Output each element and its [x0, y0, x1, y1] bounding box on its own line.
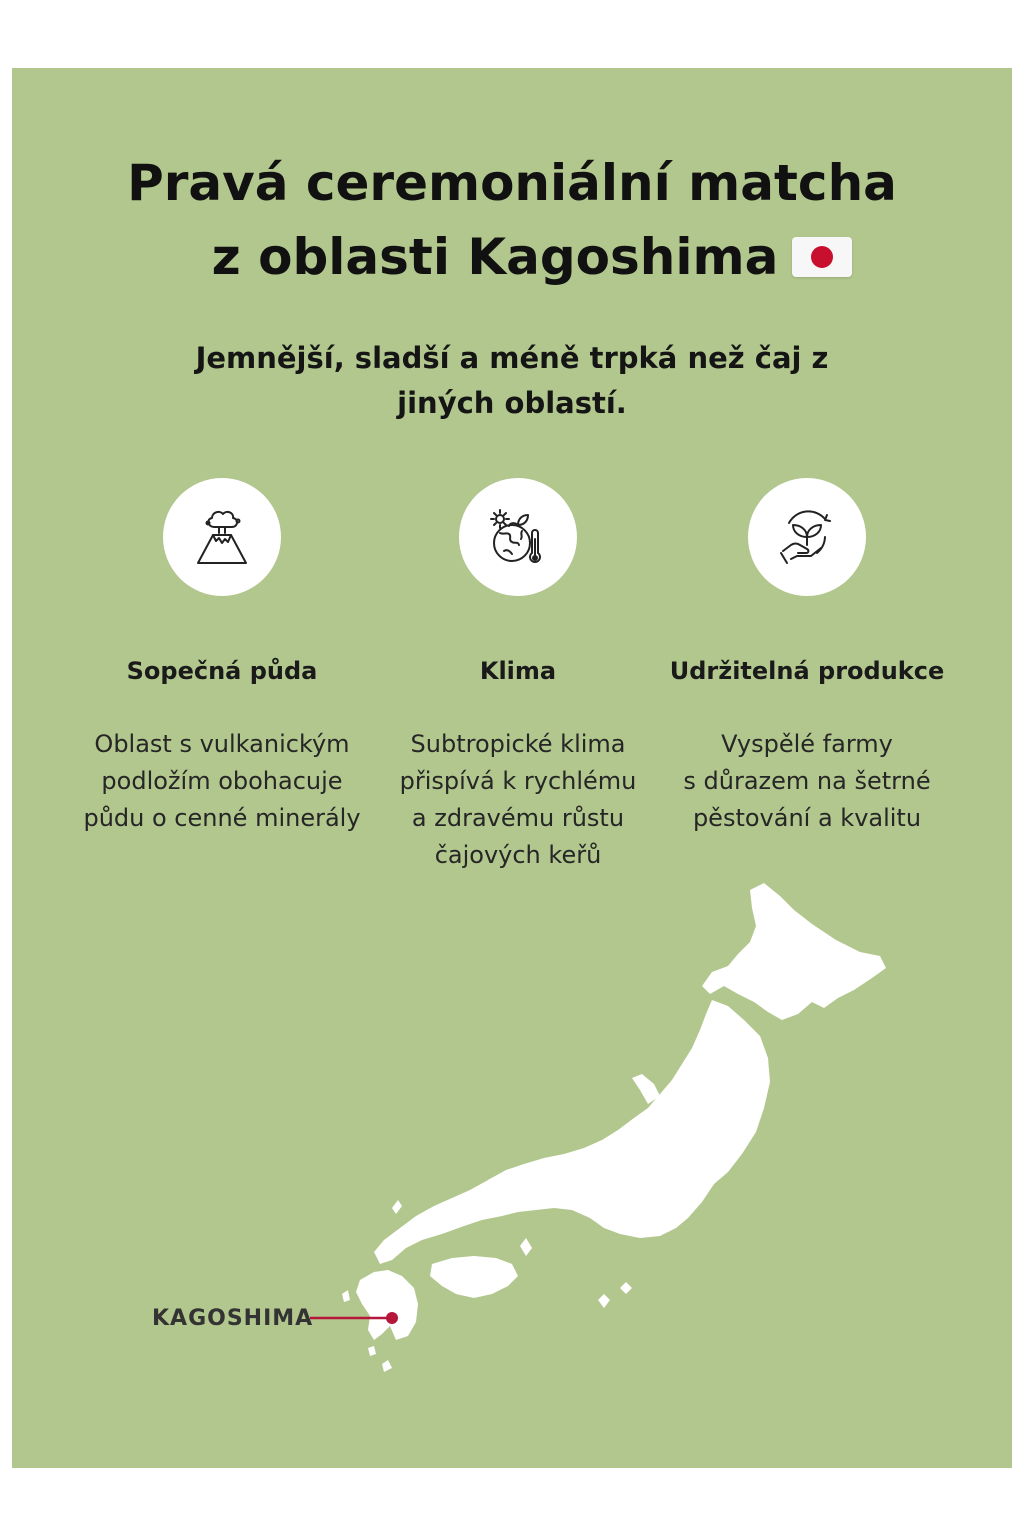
kagoshima-label: KAGOSHIMA [152, 1306, 314, 1331]
honshu-island [374, 1000, 770, 1264]
hokkaido-island [702, 883, 886, 1020]
feature-text: Subtropické klima přispívá k rychlému a zdravému růstu čajových keřů [399, 730, 637, 869]
small-island [620, 1282, 632, 1294]
small-island [598, 1294, 610, 1308]
kagoshima-marker [386, 1312, 398, 1324]
info-panel [12, 68, 1012, 1468]
title-line-2-text: z oblasti Kagoshima [211, 228, 779, 286]
feature-title: Udržitelná produkce [669, 657, 945, 685]
title-line-1: Pravá ceremoniální matcha [127, 154, 897, 212]
japan-map [12, 68, 1012, 1468]
feature-title: Sopečná půda [126, 657, 318, 685]
small-island [520, 1238, 532, 1256]
small-island [342, 1290, 350, 1302]
feature-title: Klima [479, 657, 557, 685]
small-island [392, 1200, 402, 1214]
shikoku-island [430, 1256, 518, 1298]
feature-text: Oblast s vulkanickým podložím obohacuje půdu o cenné minerály [83, 730, 361, 832]
kyushu-island [356, 1270, 418, 1340]
feature-text: Vyspělé farmy s důrazem na šetrné pěstování a kvalitu [683, 730, 931, 832]
subtitle: Jemnější, sladší a méně trpká než čaj z jiných oblastí. [195, 341, 829, 420]
small-island [382, 1360, 392, 1372]
small-island [368, 1346, 376, 1356]
